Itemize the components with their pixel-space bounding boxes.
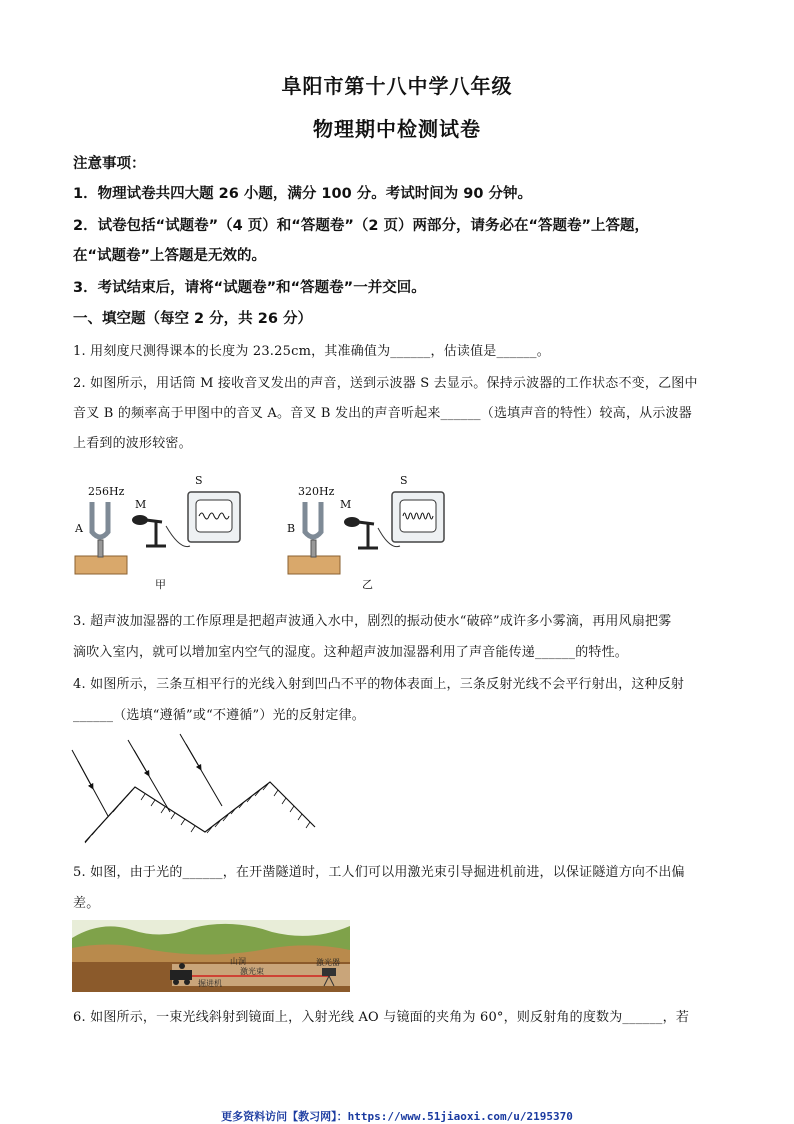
notice-item-1: 1．物理试卷共四大题 26 小题，满分 100 分。考试时间为 90 分钟。 bbox=[73, 186, 532, 202]
fork-label-b: B bbox=[287, 522, 296, 535]
question-1: 1. 用刻度尺测得课本的长度为 23.25cm，其准确值为______，估读值是______。 bbox=[73, 344, 550, 359]
tunnel-laser-figure bbox=[72, 920, 350, 992]
mic-label-right: M bbox=[340, 498, 352, 511]
question-5-line-2: 差。 bbox=[73, 896, 100, 911]
microphone-icon-right bbox=[344, 517, 360, 527]
question-3-line-2: 滴吹入室内，就可以增加室内空气的湿度。这种超声波加湿器利用了声音能传递______的特性。 bbox=[73, 645, 629, 660]
page-subtitle: 物理期中检测试卷 bbox=[313, 117, 481, 141]
tuning-fork-figure bbox=[70, 470, 470, 595]
mic-label-left: M bbox=[135, 498, 147, 511]
page-title: 阜阳市第十八中学八年级 bbox=[281, 74, 513, 98]
notice-heading: 注意事项： bbox=[73, 156, 146, 172]
question-2-line-1: 2. 如图所示，用话筒 M 接收音叉发出的声音，送到示波器 S 去显示。保持示波器的工作状态不变，乙图中 bbox=[73, 376, 698, 391]
freq-label-b: 320Hz bbox=[298, 485, 335, 498]
microphone-icon-left bbox=[132, 515, 148, 525]
laser-device bbox=[322, 968, 336, 976]
footer-link[interactable]: 更多资料访问【教习网】：https://www.51jiaoxi.com/u/2195370 bbox=[221, 1110, 573, 1123]
notice-item-3: 3．考试结束后，请将“试题卷”和“答题卷”一并交回。 bbox=[73, 280, 426, 296]
question-2-line-2: 音叉 B 的频率高于甲图中的音叉 A。音叉 B 发出的声音听起来______（选填声音的特性）较高，从示波器 bbox=[73, 406, 692, 421]
notice-item-2a: 2．试卷包括“试题卷”（4 页）和“答题卷”（2 页）两部分，请务必在“答题卷”上答题， bbox=[73, 218, 650, 234]
notice-item-2b: 在“试题卷”上答题是无效的。 bbox=[73, 248, 267, 264]
diffuse-reflection-figure bbox=[70, 732, 330, 847]
boring-machine bbox=[170, 970, 192, 980]
question-4-line-2: ______（选填“遵循”或“不遵循”）光的反射定律。 bbox=[73, 708, 365, 723]
caption-jia: 甲 bbox=[155, 578, 166, 591]
mountain-label: 山洞 bbox=[230, 957, 246, 966]
laser-device-label: 激光器 bbox=[316, 958, 340, 967]
scope-label-right: S bbox=[400, 474, 408, 487]
fork-label-a: A bbox=[75, 522, 83, 535]
question-6-line-1: 6. 如图所示，一束光线斜射到镜面上，入射光线 AO 与镜面的夹角为 60°，则反射角的度数为______，若 bbox=[73, 1010, 690, 1025]
scope-label-left: S bbox=[195, 474, 203, 487]
figure-yi bbox=[287, 474, 444, 591]
rough-surface bbox=[85, 782, 315, 842]
caption-yi: 乙 bbox=[362, 578, 373, 591]
question-3-line-1: 3. 超声波加湿器的工作原理是把超声波通入水中，剧烈的振动使水“破碎”成许多小雾滴，再用风扇把雾 bbox=[73, 614, 672, 629]
figure-jia bbox=[74, 474, 240, 591]
laser-beam-label: 激光束 bbox=[240, 967, 264, 976]
question-5-line-1: 5. 如图，由于光的______，在开凿隧道时，工人们可以用激光束引导掘进机前进，以保证隧道方向不出偏 bbox=[73, 865, 685, 880]
freq-label-a: 256Hz bbox=[88, 485, 125, 498]
section-heading: 一、填空题（每空 2 分，共 26 分） bbox=[73, 311, 312, 327]
machine-label: 掘进机 bbox=[198, 979, 222, 988]
question-2-line-3: 上看到的波形较密。 bbox=[73, 436, 192, 451]
question-4-line-1: 4. 如图所示，三条互相平行的光线入射到凹凸不平的物体表面上，三条反射光线不会平行射出，这种反射 bbox=[73, 677, 685, 692]
